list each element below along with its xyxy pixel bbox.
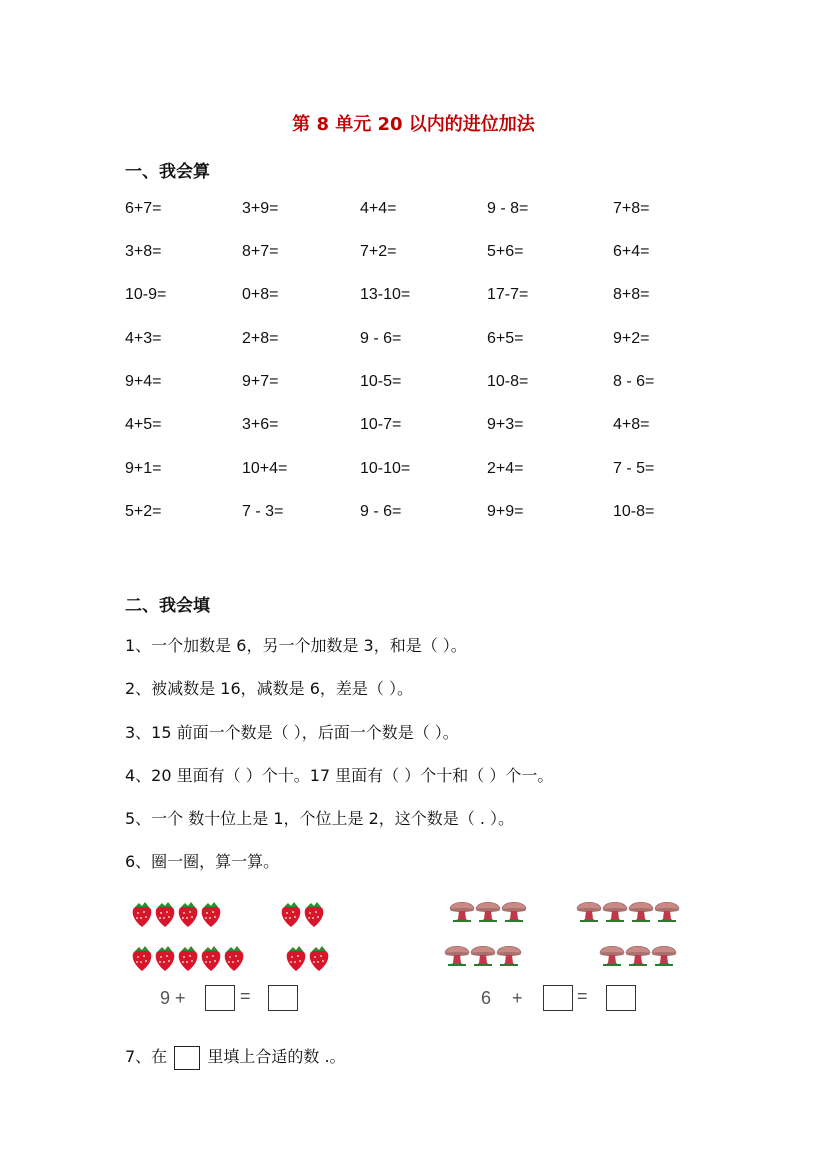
equation-cell: 7+8= xyxy=(613,200,650,217)
equation-cell: 9+9= xyxy=(487,503,524,520)
equation-cell: 10+4= xyxy=(242,460,288,477)
equation-cell: 4+8= xyxy=(613,416,650,433)
equation-cell: 9+3= xyxy=(487,416,524,433)
strawberry-icon xyxy=(199,900,223,932)
equation-cell: 10-7= xyxy=(360,416,402,433)
equation-cell: 9+2= xyxy=(613,330,650,347)
question-5: 5、一个 数十位上是 1，个位上是 2，这个数是（ . ）。 xyxy=(125,809,515,828)
answer-box[interactable] xyxy=(606,985,636,1011)
mushroom-icon xyxy=(475,897,501,927)
strawberry-icon xyxy=(302,900,326,932)
mushroom-icon xyxy=(651,941,677,971)
equation-cell: 2+4= xyxy=(487,460,524,477)
question-1: 1、一个加数是 6，另一个加数是 3，和是（ ）。 xyxy=(125,636,467,655)
equation-cell: 8+7= xyxy=(242,243,279,260)
question-2: 2、被减数是 16，减数是 6，差是（ ）。 xyxy=(125,679,413,698)
equation-cell: 8 - 6= xyxy=(613,373,655,390)
mushroom-icon xyxy=(496,941,522,971)
mushroom-icon xyxy=(470,941,496,971)
equation-cell: 10-8= xyxy=(613,503,655,520)
equation-cell: 10-9= xyxy=(125,286,167,303)
equation-cell: 5+2= xyxy=(125,503,162,520)
right-expression-plus: + xyxy=(512,988,523,1008)
equation-cell: 9 - 6= xyxy=(360,503,402,520)
equation-cell: 9 - 8= xyxy=(487,200,529,217)
strawberry-icon xyxy=(153,900,177,932)
equation-cell: 4+5= xyxy=(125,416,162,433)
answer-box[interactable] xyxy=(174,1046,200,1070)
mushroom-icon xyxy=(576,897,602,927)
equation-cell: 8+8= xyxy=(613,286,650,303)
equation-cell: 2+8= xyxy=(242,330,279,347)
equation-cell: 3+9= xyxy=(242,200,279,217)
equation-cell: 9 - 6= xyxy=(360,330,402,347)
equation-cell: 3+6= xyxy=(242,416,279,433)
equation-cell: 17-7= xyxy=(487,286,529,303)
equation-cell: 5+6= xyxy=(487,243,524,260)
mushroom-icon xyxy=(625,941,651,971)
equation-cell: 7 - 5= xyxy=(613,460,655,477)
answer-box[interactable] xyxy=(205,985,235,1011)
equation-cell: 9+7= xyxy=(242,373,279,390)
question-4: 4、20 里面有（ ）个十。17 里面有（ ）个十和（ ）个一。 xyxy=(125,766,554,785)
section-heading-fill: 二、我会填 xyxy=(125,596,210,616)
mushroom-icon xyxy=(599,941,625,971)
question-3: 3、15 前面一个数是（ ），后面一个数是（ ）。 xyxy=(125,723,459,742)
equation-cell: 3+8= xyxy=(125,243,162,260)
equation-cell: 6+4= xyxy=(613,243,650,260)
mushroom-icon xyxy=(628,897,654,927)
strawberry-icon xyxy=(176,900,200,932)
equation-cell: 6+5= xyxy=(487,330,524,347)
mushroom-icon xyxy=(654,897,680,927)
equation-cell: 10-5= xyxy=(360,373,402,390)
equation-cell: 10-10= xyxy=(360,460,411,477)
strawberry-icon xyxy=(284,944,308,976)
strawberry-icon xyxy=(130,900,154,932)
equation-cell: 7 - 3= xyxy=(242,503,284,520)
equation-cell: 0+8= xyxy=(242,286,279,303)
equation-cell: 10-8= xyxy=(487,373,529,390)
mushroom-icon xyxy=(602,897,628,927)
answer-box[interactable] xyxy=(268,985,298,1011)
question-7 xyxy=(125,1044,346,1070)
strawberry-icon xyxy=(130,944,154,976)
strawberry-icon xyxy=(199,944,223,976)
answer-box[interactable] xyxy=(543,985,573,1011)
equation-cell: 7+2= xyxy=(360,243,397,260)
question-6: 6、圈一圈，算一算。 xyxy=(125,852,280,871)
mushroom-icon xyxy=(501,897,527,927)
strawberry-icon xyxy=(222,944,246,976)
left-expression-equals: = xyxy=(240,986,251,1006)
strawberry-icon xyxy=(153,944,177,976)
page-title: 第 8 单元 20 以内的进位加法 xyxy=(292,114,535,135)
mushroom-icon xyxy=(444,941,470,971)
section-heading-calc: 一、我会算 xyxy=(125,162,210,182)
question-7-suffix: 里填上合适的数 .。 xyxy=(207,1047,346,1066)
equation-cell: 13-10= xyxy=(360,286,411,303)
equation-cell: 4+4= xyxy=(360,200,397,217)
strawberry-icon xyxy=(307,944,331,976)
left-expression-first: 9 + xyxy=(160,988,186,1008)
right-expression-equals: = xyxy=(577,986,588,1006)
equation-cell: 9+1= xyxy=(125,460,162,477)
equation-cell: 4+3= xyxy=(125,330,162,347)
strawberry-icon xyxy=(279,900,303,932)
equation-cell: 6+7= xyxy=(125,200,162,217)
question-7-prefix: 7、在 xyxy=(125,1047,168,1066)
right-expression-first: 6 xyxy=(481,988,492,1008)
mushroom-icon xyxy=(449,897,475,927)
equation-cell: 9+4= xyxy=(125,373,162,390)
strawberry-icon xyxy=(176,944,200,976)
